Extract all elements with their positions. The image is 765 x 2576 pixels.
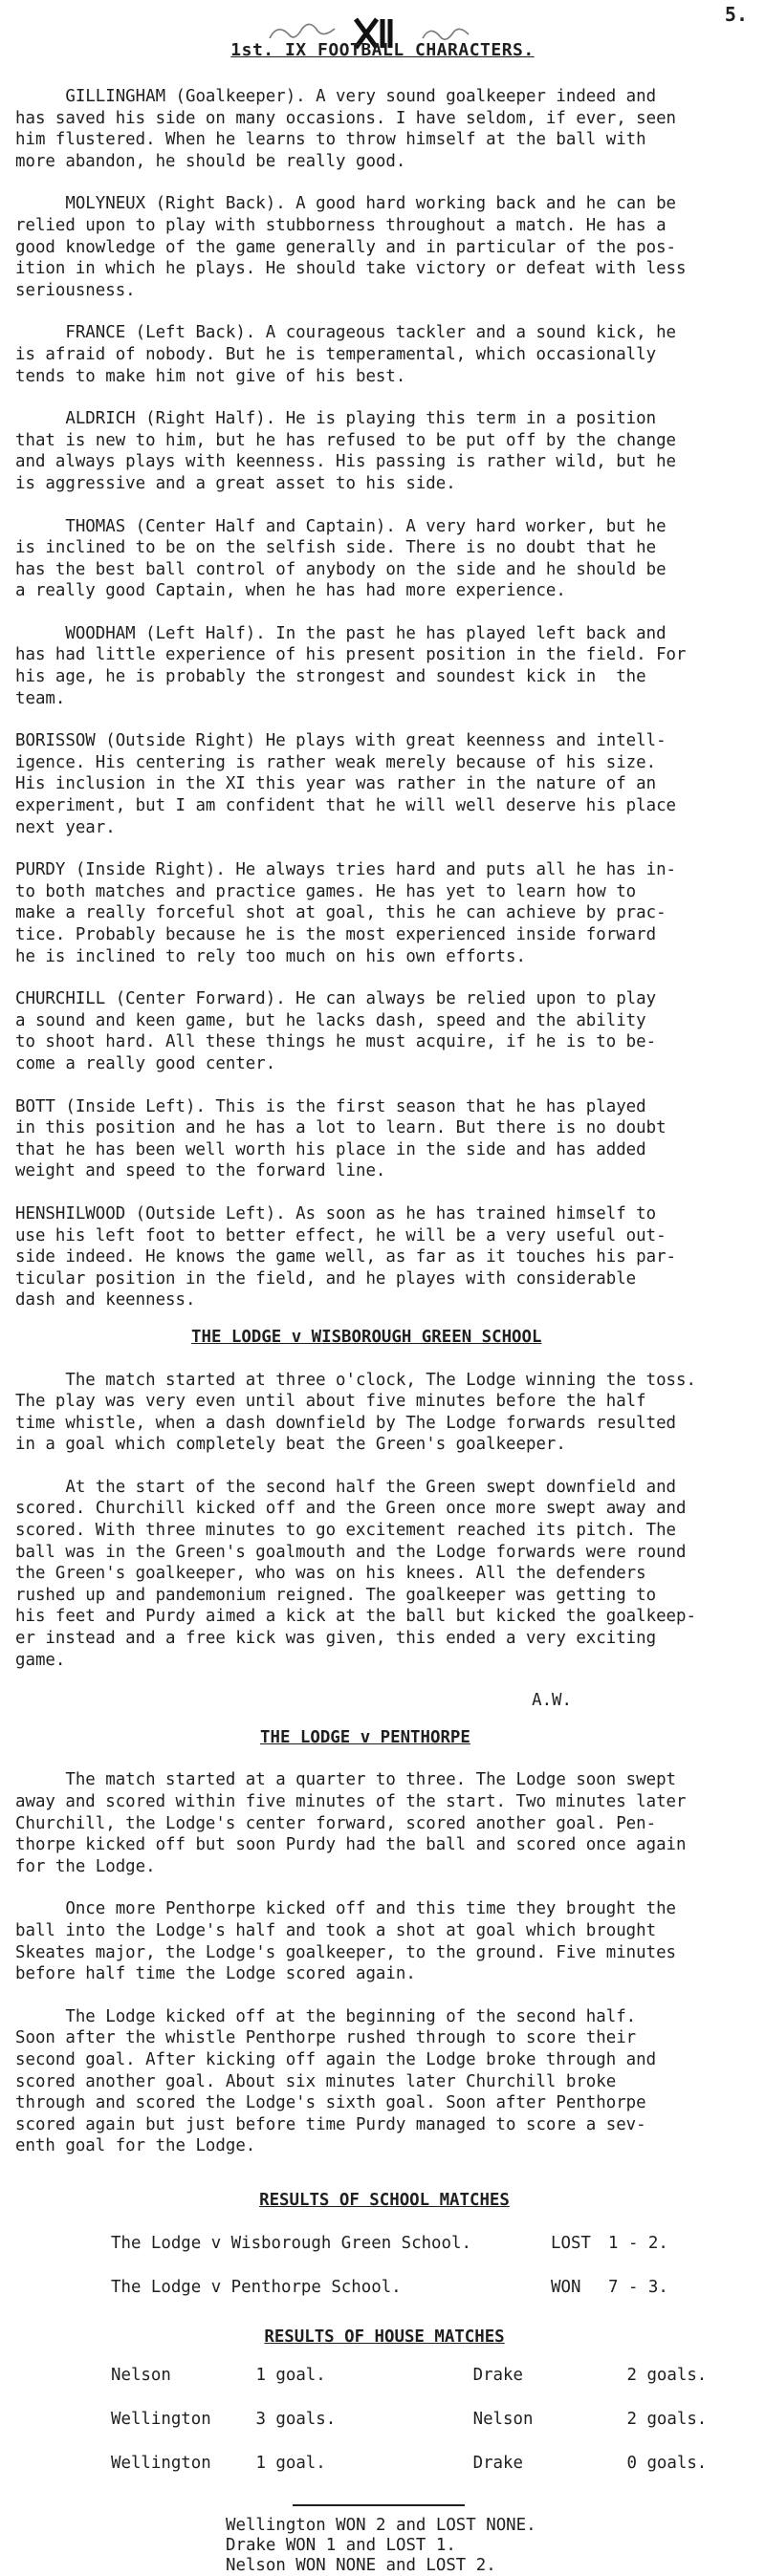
report-paragraph	[15, 2006, 754, 2157]
text-line: Once more Penthorpe kicked off and this time they brought the	[15, 1898, 754, 1920]
text-line: The match started at a quarter to three. The Lodge soon swept	[15, 1769, 754, 1791]
text-line: side indeed. He knows the game well, as far as it touches his par-	[15, 1246, 754, 1268]
away-house: Nelson	[473, 2409, 627, 2453]
text-line: is afraid of nobody. But he is temperamental, which occasionally	[15, 344, 754, 366]
home-goals: 1 goal.	[255, 2453, 472, 2497]
text-line: BOTT (Inside Left). This is the first season that he has played	[15, 1096, 754, 1118]
home-house: Nelson	[111, 2365, 255, 2409]
character-entry	[15, 322, 754, 387]
text-line: At the start of the second half the Green swept downfield and	[15, 1477, 754, 1499]
match1-section	[15, 1327, 754, 1712]
report-paragraph	[15, 1898, 754, 1984]
house-result-row	[111, 2365, 754, 2409]
house-results-title: RESULTS OF HOUSE MATCHES	[15, 2327, 754, 2349]
home-goals: 3 goals.	[255, 2409, 472, 2453]
character-entry	[15, 1096, 754, 1182]
text-line: that he has been well worth his place in the side and has added	[15, 1139, 754, 1161]
text-line: ALDRICH (Right Half). He is playing this term in a position	[15, 408, 754, 430]
text-line: ition in which he plays. He should take victory or defeat with less	[15, 258, 754, 280]
school-results-table	[111, 2233, 754, 2321]
house-result-row	[111, 2409, 754, 2453]
text-line: in this position and he has a lot to learn. But there is no doubt	[15, 1117, 754, 1139]
away-goals: 2 goals.	[627, 2409, 754, 2453]
text-line: The match started at three o'clock, The Lodge winning the toss.	[15, 1370, 754, 1392]
text-line: Churchill, the Lodge's center forward, scored another goal. Pen-	[15, 1813, 754, 1835]
text-line: THOMAS (Center Half and Captain). A very hard worker, but he	[15, 516, 754, 538]
text-line: scored. With three minutes to go excitement reached its pitch. The	[15, 1520, 754, 1542]
text-line: thorpe kicked off but soon Purdy had the ball and scored once again	[15, 1834, 754, 1856]
text-line: WOODHAM (Left Half). In the past he has played left back and	[15, 623, 754, 645]
text-line: enth goal for the Lodge.	[15, 2135, 754, 2157]
player-characters	[15, 86, 754, 1311]
text-line: ball was in the Green's goalmouth and the Lodge forwards were round	[15, 1542, 754, 1564]
match2-title: THE LODGE v PENTHORPE	[260, 1727, 754, 1749]
match-outcome: WON	[551, 2277, 608, 2299]
character-entry	[15, 408, 754, 494]
match1-title: THE LODGE v WISBOROUGH GREEN SCHOOL	[191, 1327, 754, 1349]
home-house: Wellington	[111, 2409, 255, 2453]
summary-line: Drake WON 1 and LOST 1.	[226, 2536, 754, 2556]
character-entry	[15, 193, 754, 301]
match-name: The Lodge v Wisborough Green School.	[111, 2233, 551, 2255]
text-line: to both matches and practice games. He has yet to learn how to	[15, 881, 754, 903]
text-line: he is inclined to rely too much on his own efforts.	[15, 946, 754, 968]
text-line: dash and keenness.	[15, 1289, 754, 1311]
text-line: seriousness.	[15, 280, 754, 302]
text-line: make a really forceful shot at goal, this he can achieve by prac-	[15, 902, 754, 924]
text-line: HENSHILWOOD (Outside Left). As soon as he has trained himself to	[15, 1203, 754, 1225]
text-line: is aggressive and a great asset to his side.	[15, 473, 754, 495]
text-line: and always plays with keenness. His passing is rather wild, but he	[15, 451, 754, 473]
page-number: 5.	[725, 4, 748, 26]
school-result-row	[111, 2233, 754, 2277]
text-line: his age, he is probably the strongest and soundest kick in the	[15, 666, 754, 688]
character-entry	[15, 859, 754, 967]
text-line: BORISSOW (Outside Right) He plays with great keenness and intell-	[15, 730, 754, 752]
text-line: tends to make him not give of his best.	[15, 366, 754, 388]
text-line: a really good Captain, when he has had more experience.	[15, 580, 754, 602]
text-line: next year.	[15, 817, 754, 839]
character-entry	[15, 86, 754, 172]
text-line: scored. Churchill kicked off and the Green once more swept away and	[15, 1498, 754, 1520]
text-line: MOLYNEUX (Right Back). A good hard working back and he can be	[15, 193, 754, 215]
text-line: ticular position in the field, and he playes with considerable	[15, 1268, 754, 1290]
text-line: his feet and Purdy aimed a kick at the ball but kicked the goalkeep-	[15, 1606, 754, 1628]
summary-line: Wellington WON 2 and LOST NONE.	[226, 2516, 754, 2536]
page-heading: 1st. IX FOOTBALL CHARACTERS.	[0, 40, 765, 62]
text-line: to shoot hard. All these things he must acquire, if he is to be-	[15, 1031, 754, 1053]
text-line: weight and speed to the forward line.	[15, 1160, 754, 1182]
text-line: the Green's goalkeeper, who was on his knees. All the defenders	[15, 1563, 754, 1585]
character-entry	[15, 1203, 754, 1311]
character-entry	[15, 516, 754, 602]
text-line: scored again but just before time Purdy managed to score a sev-	[15, 2114, 754, 2136]
house-results-table	[111, 2365, 754, 2497]
text-line: him flustered. When he learns to throw himself at the ball with	[15, 129, 754, 151]
character-entry	[15, 988, 754, 1074]
house-results	[15, 2327, 754, 2576]
house-result-row	[111, 2453, 754, 2497]
match-name: The Lodge v Penthorpe School.	[111, 2277, 551, 2299]
text-line: CHURCHILL (Center Forward). He can always be relied upon to play	[15, 988, 754, 1010]
text-line: a sound and keen game, but he lacks dash, speed and the ability	[15, 1010, 754, 1032]
text-line: in a goal which completely beat the Green's goalkeeper.	[15, 1434, 754, 1456]
text-line: PURDY (Inside Right). He always tries hard and puts all he has in-	[15, 859, 754, 881]
house-summary	[226, 2516, 754, 2576]
summary-line: Nelson WON NONE and LOST 2.	[226, 2556, 754, 2576]
text-line: team.	[15, 688, 754, 710]
match-outcome: LOST	[551, 2233, 608, 2255]
text-line: come a really good center.	[15, 1053, 754, 1075]
divider-rule	[293, 2504, 465, 2506]
character-entry	[15, 623, 754, 709]
school-result-row	[111, 2277, 754, 2321]
text-line: ball into the Lodge's half and took a shot at goal which brought	[15, 1920, 754, 1942]
school-results	[15, 2190, 754, 2321]
text-line: for the Lodge.	[15, 1856, 754, 1878]
match-score: 7 - 3.	[608, 2277, 685, 2299]
text-line: relied upon to play with stubborness throughout a match. He has a	[15, 215, 754, 237]
text-line: FRANCE (Left Back). A courageous tackler and a sound kick, he	[15, 322, 754, 344]
text-line: before half time the Lodge scored again.	[15, 1963, 754, 1985]
text-line: through and scored the Lodge's sixth goal. Soon after Penthorpe	[15, 2092, 754, 2114]
match-score: 1 - 2.	[608, 2233, 685, 2255]
text-line: His inclusion in the XI this year was rather in the nature of an	[15, 773, 754, 795]
text-line: has saved his side on many occasions. I have seldom, if ever, seen	[15, 108, 754, 130]
report-paragraph	[15, 1370, 754, 1456]
away-goals: 2 goals.	[627, 2365, 754, 2409]
text-line: is inclined to be on the selfish side. There is no doubt that he	[15, 537, 754, 559]
text-line: The play was very even until about five minutes before the half	[15, 1391, 754, 1413]
text-line: has had little experience of his present position in the field. For	[15, 644, 754, 666]
match1-report	[15, 1370, 754, 1672]
text-line: that is new to him, but he has refused to be put off by the change	[15, 430, 754, 452]
text-line: away and scored within five minutes of the start. Two minutes later	[15, 1791, 754, 1813]
match2-section	[15, 1727, 754, 2157]
text-line: er instead and a free kick was given, this ended a very exciting	[15, 1628, 754, 1650]
text-line: Soon after the whistle Penthorpe rushed through to score their	[15, 2027, 754, 2049]
text-line: igence. His centering is rather weak merely because of his size.	[15, 752, 754, 774]
document-body	[15, 86, 754, 2576]
match2-report	[15, 1769, 754, 2157]
character-entry	[15, 730, 754, 838]
away-goals: 0 goals.	[627, 2453, 754, 2497]
text-line: time whistle, when a dash downfield by The Lodge forwards resulted	[15, 1413, 754, 1435]
text-line: The Lodge kicked off at the beginning of the second half.	[15, 2006, 754, 2028]
text-line: has the best ball control of anybody on the side and he should be	[15, 559, 754, 581]
text-line: good knowledge of the game generally and in particular of the pos-	[15, 237, 754, 259]
text-line: rushed up and pandemonium reigned. The goalkeeper was getting to	[15, 1585, 754, 1607]
text-line: use his left foot to better effect, he will be a very useful out-	[15, 1225, 754, 1247]
report-paragraph	[15, 1477, 754, 1671]
away-house: Drake	[473, 2453, 627, 2497]
text-line: game.	[15, 1650, 754, 1672]
report-paragraph	[15, 1769, 754, 1877]
text-line: experiment, but I am confident that he will well deserve his place	[15, 795, 754, 817]
report-signature: A.W.	[15, 1690, 754, 1712]
home-house: Wellington	[111, 2453, 255, 2497]
text-line: tice. Probably because he is the most experienced inside forward	[15, 924, 754, 946]
away-house: Drake	[473, 2365, 627, 2409]
school-results-title: RESULTS OF SCHOOL MATCHES	[15, 2190, 754, 2212]
text-line: more abandon, he should be really good.	[15, 151, 754, 173]
text-line: second goal. After kicking off again the Lodge broke through and	[15, 2049, 754, 2071]
text-line: scored another goal. About six minutes later Churchill broke	[15, 2071, 754, 2093]
text-line: GILLINGHAM (Goalkeeper). A very sound goalkeeper indeed and	[15, 86, 754, 108]
home-goals: 1 goal.	[255, 2365, 472, 2409]
text-line: Skeates major, the Lodge's goalkeeper, to the ground. Five minutes	[15, 1942, 754, 1964]
